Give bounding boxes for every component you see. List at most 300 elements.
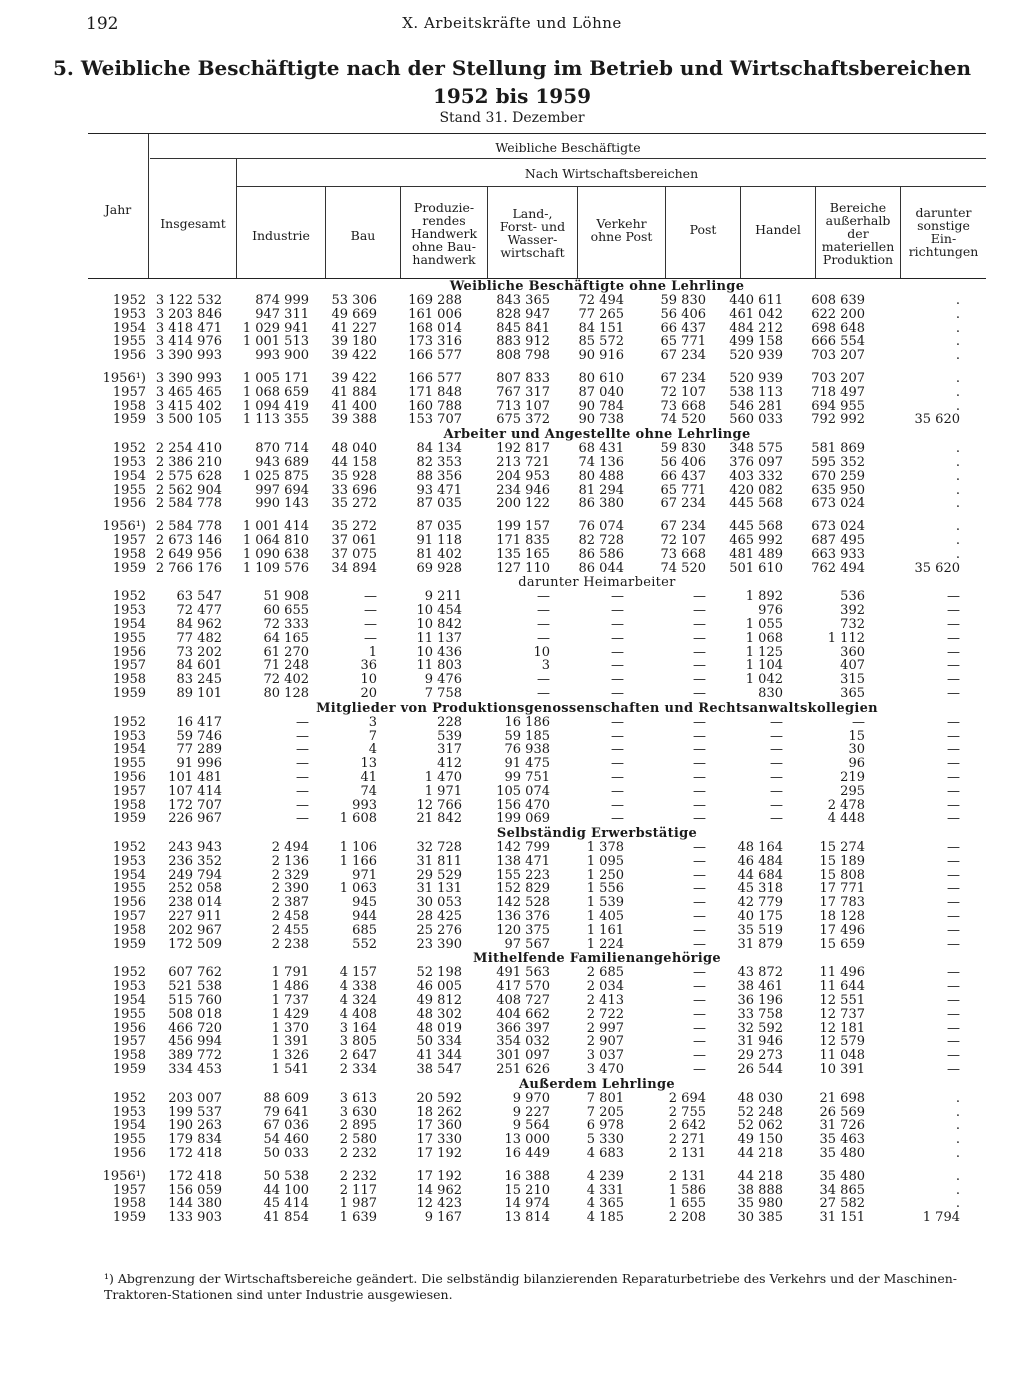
cell-landwirtschaft: 138 471	[496, 853, 550, 869]
cell-handwerk: 93 471	[416, 482, 462, 498]
cell-insgesamt: 144 380	[168, 1196, 222, 1212]
table-title: 5. Weibliche Beschäftigte nach der Stellung im Betrieb und Wirtschaftsbereichen	[52, 56, 972, 80]
cell-insgesamt: 179 834	[168, 1132, 222, 1148]
cell-landwirtschaft: 16 186	[504, 714, 550, 730]
cell-jahr: 1957	[112, 1034, 146, 1050]
cell-bereiche: 581 869	[811, 441, 865, 457]
cell-jahr: 1956¹)	[102, 1168, 146, 1184]
cell-landwirtschaft: —	[537, 603, 550, 619]
table-row	[88, 484, 986, 498]
table-row	[88, 456, 986, 470]
cell-handel: —	[770, 783, 783, 799]
cell-sonstige: —	[947, 909, 960, 925]
cell-bau: 4 338	[339, 979, 377, 995]
table-row	[88, 386, 986, 400]
cell-handwerk: 41 344	[416, 1048, 462, 1064]
cell-handwerk: 10 842	[416, 616, 462, 632]
cell-insgesamt: 203 007	[168, 1090, 222, 1106]
cell-verkehr: 3 470	[586, 1062, 624, 1078]
cell-handwerk: 166 577	[408, 348, 462, 364]
cell-bereiche: 12 737	[819, 1006, 865, 1022]
cell-bau: 1 608	[339, 811, 377, 827]
cell-sonstige: .	[955, 320, 960, 336]
cell-insgesamt: 2 584 778	[155, 519, 222, 535]
cell-handwerk: 9 211	[424, 589, 462, 605]
cell-landwirtschaft: 808 798	[496, 348, 550, 364]
cell-handel: 445 568	[729, 496, 783, 512]
cell-industrie: 1 094 419	[242, 398, 309, 414]
cell-landwirtschaft: 59 185	[504, 728, 550, 744]
cell-post: —	[693, 867, 706, 883]
header-weibliche: Weibliche Beschäftigte	[495, 139, 641, 155]
cell-handwerk: 17 330	[416, 1132, 462, 1148]
cell-verkehr: 68 431	[578, 441, 624, 457]
cell-handel: 31 946	[737, 1034, 783, 1050]
cell-sonstige: .	[955, 398, 960, 414]
cell-insgesamt: 243 943	[168, 840, 222, 856]
cell-bereiche: 792 992	[811, 412, 865, 428]
cell-jahr: 1955	[112, 881, 146, 897]
cell-industrie: 1 068 659	[242, 384, 309, 400]
cell-handel: 976	[758, 603, 783, 619]
cell-post: 56 406	[660, 454, 706, 470]
cell-landwirtschaft: 91 475	[504, 756, 550, 772]
cell-bau: 53 306	[331, 293, 377, 308]
cell-bau: 1 987	[339, 1196, 377, 1212]
cell-handel: 420 082	[729, 482, 783, 498]
cell-industrie: 1 391	[271, 1034, 309, 1050]
table-row	[88, 812, 986, 826]
table-row	[88, 372, 986, 386]
cell-sonstige: —	[947, 616, 960, 632]
cell-sonstige: —	[947, 881, 960, 897]
section-title: Mithelfende Familienangehörige	[473, 951, 721, 967]
cell-handwerk: 171 848	[408, 384, 462, 400]
cell-jahr: 1956	[112, 1146, 146, 1162]
cell-handwerk: 50 334	[416, 1034, 462, 1050]
cell-jahr: 1959	[112, 936, 146, 952]
cell-handwerk: 169 288	[408, 293, 462, 308]
section-title: Außerdem Lehrlinge	[519, 1076, 675, 1092]
cell-insgesamt: 172 418	[168, 1146, 222, 1162]
table-body	[88, 279, 986, 1225]
cell-verkehr: 86 044	[578, 560, 624, 576]
cell-verkehr: 82 728	[578, 532, 624, 548]
cell-bau: 35 928	[331, 468, 377, 484]
cell-sonstige: 35 620	[914, 412, 960, 428]
cell-jahr: 1959	[112, 560, 146, 576]
cell-industrie: 72 402	[263, 672, 309, 688]
cell-jahr: 1959	[112, 412, 146, 428]
cell-industrie: 64 165	[263, 630, 309, 646]
cell-bereiche: 15 808	[819, 867, 865, 883]
cell-landwirtschaft: 9 227	[512, 1104, 550, 1120]
cell-handwerk: 23 390	[416, 936, 462, 952]
cell-industrie: 1 486	[271, 979, 309, 995]
cell-verkehr: 2 034	[586, 979, 624, 995]
cell-insgesamt: 89 101	[176, 685, 222, 701]
cell-verkehr: 1 095	[586, 853, 624, 869]
cell-bereiche: 12 579	[819, 1034, 865, 1050]
cell-verkehr: —	[611, 644, 624, 660]
table-row	[88, 470, 986, 484]
cell-post: 67 234	[660, 370, 706, 386]
cell-jahr: 1956¹)	[102, 370, 146, 386]
cell-verkehr: —	[611, 797, 624, 813]
cell-verkehr: 4 331	[586, 1182, 624, 1198]
cell-insgesamt: 2 575 628	[155, 468, 222, 484]
table-row	[88, 322, 986, 336]
cell-industrie: 51 908	[263, 589, 309, 605]
header-verkehr: Verkehr ohne Post	[590, 216, 653, 244]
cell-insgesamt: 2 562 904	[155, 482, 222, 498]
cell-landwirtschaft: 843 365	[496, 293, 550, 308]
cell-sonstige: —	[947, 1048, 960, 1064]
cell-bau: 2 647	[339, 1048, 377, 1064]
cell-verkehr: 1 250	[586, 867, 624, 883]
cell-verkehr: 2 722	[586, 1006, 624, 1022]
cell-post: 74 520	[660, 412, 706, 428]
cell-post: 2 131	[668, 1146, 706, 1162]
cell-handwerk: 539	[437, 728, 462, 744]
cell-handwerk: 9 476	[424, 672, 462, 688]
cell-handwerk: 82 353	[416, 454, 462, 470]
cell-insgesamt: 2 766 176	[155, 560, 222, 576]
cell-handel: 520 939	[729, 348, 783, 364]
cell-landwirtschaft: 171 835	[496, 532, 550, 548]
cell-insgesamt: 3 203 846	[155, 306, 222, 322]
cell-jahr: 1956	[112, 769, 146, 785]
cell-handel: 49 150	[737, 1132, 783, 1148]
cell-handel: 546 281	[729, 398, 783, 414]
cell-landwirtschaft: 142 799	[496, 840, 550, 856]
cell-insgesamt: 59 746	[176, 728, 222, 744]
page-number: 192	[86, 14, 119, 34]
cell-bau: 41 884	[331, 384, 377, 400]
cell-handel: —	[770, 756, 783, 772]
cell-verkehr: —	[611, 756, 624, 772]
cell-bau: 552	[352, 936, 377, 952]
cell-industrie: 2 458	[271, 909, 309, 925]
cell-bau: 20	[360, 685, 377, 701]
cell-bau: 3 613	[339, 1090, 377, 1106]
cell-post: —	[693, 644, 706, 660]
cell-sonstige: .	[955, 306, 960, 322]
cell-handwerk: 20 592	[416, 1090, 462, 1106]
cell-verkehr: 7 205	[586, 1104, 624, 1120]
table-row	[88, 882, 986, 896]
cell-jahr: 1959	[112, 1210, 146, 1226]
cell-handel: 36 196	[737, 993, 783, 1009]
cell-verkehr: 86 586	[578, 546, 624, 562]
cell-bereiche: 35 463	[819, 1132, 865, 1148]
cell-handwerk: 12 423	[416, 1196, 462, 1212]
cell-verkehr: 2 413	[586, 993, 624, 1009]
cell-bau: 49 669	[331, 306, 377, 322]
cell-handel: 40 175	[737, 909, 783, 925]
cell-handwerk: 30 053	[416, 895, 462, 911]
cell-bau: 41 227	[331, 320, 377, 336]
cell-sonstige: .	[955, 1118, 960, 1134]
cell-insgesamt: 101 481	[168, 769, 222, 785]
cell-post: 59 830	[660, 293, 706, 308]
cell-post: 73 668	[660, 398, 706, 414]
cell-jahr: 1955	[112, 1006, 146, 1022]
cell-landwirtschaft: 127 110	[496, 560, 550, 576]
cell-handel: 1 055	[745, 616, 783, 632]
cell-sonstige: —	[947, 895, 960, 911]
cell-verkehr: 80 610	[578, 370, 624, 386]
cell-jahr: 1958	[112, 398, 146, 414]
cell-industrie: —	[296, 728, 309, 744]
cell-sonstige: —	[947, 936, 960, 952]
header-bereiche: Bereiche außerhalb der materiellen Produktion	[821, 199, 895, 267]
cell-insgesamt: 83 245	[176, 672, 222, 688]
table-row	[88, 308, 986, 322]
cell-verkehr: 2 907	[586, 1034, 624, 1050]
cell-bau: 48 040	[331, 441, 377, 457]
cell-industrie: 1 001 414	[242, 519, 309, 535]
cell-bereiche: 21 698	[819, 1090, 865, 1106]
cell-verkehr: 3 037	[586, 1048, 624, 1064]
cell-bereiche: 10 391	[819, 1062, 865, 1078]
cell-post: 56 406	[660, 306, 706, 322]
cell-post: 67 234	[660, 519, 706, 535]
cell-sonstige: —	[947, 769, 960, 785]
cell-verkehr: 81 294	[578, 482, 624, 498]
cell-post: —	[693, 603, 706, 619]
cell-bau: 4 324	[339, 993, 377, 1009]
cell-sonstige: .	[955, 496, 960, 512]
cell-bau: 944	[352, 909, 377, 925]
cell-landwirtschaft: 16 388	[504, 1168, 550, 1184]
cell-post: 65 771	[660, 482, 706, 498]
cell-jahr: 1955	[112, 630, 146, 646]
cell-handel: —	[770, 742, 783, 758]
header-bau: Bau	[350, 227, 376, 243]
cell-landwirtschaft: —	[537, 630, 550, 646]
cell-verkehr: —	[611, 589, 624, 605]
cell-industrie: 50 538	[263, 1168, 309, 1184]
cell-verkehr: 87 040	[578, 384, 624, 400]
cell-verkehr: 84 151	[578, 320, 624, 336]
cell-industrie: 1 064 810	[242, 532, 309, 548]
cell-bau: 35 272	[331, 519, 377, 535]
section-title: Arbeiter und Angestellte ohne Lehrlinge	[443, 427, 751, 443]
cell-bereiche: 663 933	[811, 546, 865, 562]
table-row	[88, 841, 986, 855]
cell-handwerk: 17 192	[416, 1168, 462, 1184]
cell-jahr: 1957	[112, 384, 146, 400]
cell-handwerk: 31 131	[416, 881, 462, 897]
cell-handwerk: 1 971	[424, 783, 462, 799]
cell-handel: 560 033	[729, 412, 783, 428]
cell-verkehr: 1 224	[586, 936, 624, 952]
cell-jahr: 1952	[112, 441, 146, 457]
cell-insgesamt: 238 014	[168, 895, 222, 911]
cell-insgesamt: 2 673 146	[155, 532, 222, 548]
cell-industrie: 1 737	[271, 993, 309, 1009]
cell-handwerk: 17 192	[416, 1146, 462, 1162]
cell-insgesamt: 508 018	[168, 1006, 222, 1022]
cell-handel: 445 568	[729, 519, 783, 535]
cell-jahr: 1956	[112, 644, 146, 660]
cell-verkehr: 5 330	[586, 1132, 624, 1148]
cell-post: —	[693, 714, 706, 730]
cell-insgesamt: 107 414	[168, 783, 222, 799]
cell-bau: 37 061	[331, 532, 377, 548]
cell-sonstige: —	[947, 630, 960, 646]
cell-insgesamt: 172 707	[168, 797, 222, 813]
table-row	[88, 659, 986, 673]
cell-industrie: —	[296, 742, 309, 758]
cell-insgesamt: 133 903	[168, 1210, 222, 1226]
cell-handel: 1 125	[745, 644, 783, 660]
cell-bau: 33 696	[331, 482, 377, 498]
cell-post: 59 830	[660, 441, 706, 457]
cell-handwerk: 12 766	[416, 797, 462, 813]
cell-sonstige: .	[955, 454, 960, 470]
cell-bau: 36	[360, 658, 377, 674]
cell-bau: —	[364, 589, 377, 605]
cell-verkehr: —	[611, 672, 624, 688]
cell-verkehr: 1 405	[586, 909, 624, 925]
cell-insgesamt: 466 720	[168, 1020, 222, 1036]
cell-landwirtschaft: 199 069	[496, 811, 550, 827]
header-land: Land-, Forst- und Wasser- wirtschaft	[499, 206, 566, 260]
table-row	[88, 1008, 986, 1022]
cell-post: 2 642	[668, 1118, 706, 1134]
cell-industrie: 943 689	[255, 454, 309, 470]
header-handel: Handel	[755, 221, 801, 237]
cell-bereiche: 694 955	[811, 398, 865, 414]
cell-insgesamt: 84 962	[176, 616, 222, 632]
table-row	[88, 349, 986, 363]
cell-sonstige: —	[947, 993, 960, 1009]
cell-insgesamt: 72 477	[176, 603, 222, 619]
header-produz: Produzie- rendes Handwerk ohne Bau- handwerk	[410, 199, 478, 267]
cell-post: —	[693, 881, 706, 897]
cell-industrie: 2 390	[271, 881, 309, 897]
cell-bereiche: 15	[848, 728, 865, 744]
cell-handwerk: 9 167	[424, 1210, 462, 1226]
table-row	[88, 966, 986, 980]
cell-post: —	[693, 840, 706, 856]
cell-handel: 1 042	[745, 672, 783, 688]
cell-handwerk: 38 547	[416, 1062, 462, 1078]
cell-handel: 46 484	[737, 853, 783, 869]
cell-handwerk: 228	[437, 714, 462, 730]
section-title: Selbständig Erwerbstätige	[496, 826, 698, 842]
cell-bau: 2 117	[339, 1182, 377, 1198]
cell-handel: 44 218	[737, 1168, 783, 1184]
cell-post: —	[693, 1006, 706, 1022]
table-row	[88, 1133, 986, 1147]
cell-handel: 1 068	[745, 630, 783, 646]
cell-verkehr: 6 978	[586, 1118, 624, 1134]
cell-post: —	[693, 853, 706, 869]
cell-jahr: 1958	[112, 546, 146, 562]
cell-handwerk: 32 728	[416, 840, 462, 856]
cell-insgesamt: 3 465 465	[155, 384, 222, 400]
cell-sonstige: —	[947, 658, 960, 674]
cell-handwerk: 18 262	[416, 1104, 462, 1120]
cell-bereiche: 673 024	[811, 519, 865, 535]
cell-post: 66 437	[660, 468, 706, 484]
table-title-years: 1952 bis 1959	[432, 84, 592, 108]
table-row	[88, 994, 986, 1008]
cell-bereiche: 31 151	[819, 1210, 865, 1226]
cell-handel: 43 872	[737, 965, 783, 981]
cell-bau: 685	[352, 922, 377, 938]
table-row	[88, 497, 986, 511]
cell-verkehr: 77 265	[578, 306, 624, 322]
cell-landwirtschaft: 417 570	[496, 979, 550, 995]
header-top-rule	[88, 133, 986, 134]
cell-bereiche: 536	[840, 589, 865, 605]
cell-post: —	[693, 742, 706, 758]
cell-handwerk: 412	[437, 756, 462, 772]
cell-jahr: 1957	[112, 1182, 146, 1198]
cell-bereiche: 392	[840, 603, 865, 619]
cell-landwirtschaft: 13 000	[504, 1132, 550, 1148]
cell-bereiche: 12 181	[819, 1020, 865, 1036]
cell-post: —	[693, 1048, 706, 1064]
cell-insgesamt: 156 059	[168, 1182, 222, 1198]
cell-sonstige: —	[947, 867, 960, 883]
cell-jahr: 1952	[112, 840, 146, 856]
cell-bau: 2 232	[339, 1146, 377, 1162]
cell-post: 74 520	[660, 560, 706, 576]
cell-bereiche: 360	[840, 644, 865, 660]
cell-bau: 39 388	[331, 412, 377, 428]
cell-post: —	[693, 979, 706, 995]
table-row	[88, 673, 986, 687]
cell-handel: 1 104	[745, 658, 783, 674]
header-darunter: darunter sonstige Ein- richtungen	[908, 205, 979, 259]
cell-handwerk: 11 803	[416, 658, 462, 674]
cell-handel: 31 879	[737, 936, 783, 952]
cell-sonstige: 1 794	[922, 1210, 960, 1226]
cell-sonstige: —	[947, 965, 960, 981]
cell-landwirtschaft: 204 953	[496, 468, 550, 484]
cell-insgesamt: 3 500 105	[155, 412, 222, 428]
cell-handel: 44 218	[737, 1146, 783, 1162]
cell-landwirtschaft: 120 375	[496, 922, 550, 938]
cell-handel: 48 030	[737, 1090, 783, 1106]
cell-handel: 348 575	[729, 441, 783, 457]
cell-industrie: 1 113 355	[242, 412, 309, 428]
cell-handwerk: 52 198	[416, 965, 462, 981]
cell-bereiche: 15 659	[819, 936, 865, 952]
cell-landwirtschaft: 845 841	[496, 320, 550, 336]
cell-handwerk: 153 707	[408, 412, 462, 428]
cell-insgesamt: 199 537	[168, 1104, 222, 1120]
cell-landwirtschaft: 213 721	[496, 454, 550, 470]
cell-bau: 4	[368, 742, 377, 758]
cell-post: —	[693, 965, 706, 981]
table-row	[88, 771, 986, 785]
table-row	[88, 534, 986, 548]
cell-bau: 1 106	[339, 840, 377, 856]
cell-jahr: 1953	[112, 454, 146, 470]
cell-bereiche: 15 189	[819, 853, 865, 869]
cell-jahr: 1957	[112, 658, 146, 674]
table-row	[88, 335, 986, 349]
cell-landwirtschaft: 404 662	[496, 1006, 550, 1022]
cell-handel: 520 939	[729, 370, 783, 386]
table-row	[88, 910, 986, 924]
